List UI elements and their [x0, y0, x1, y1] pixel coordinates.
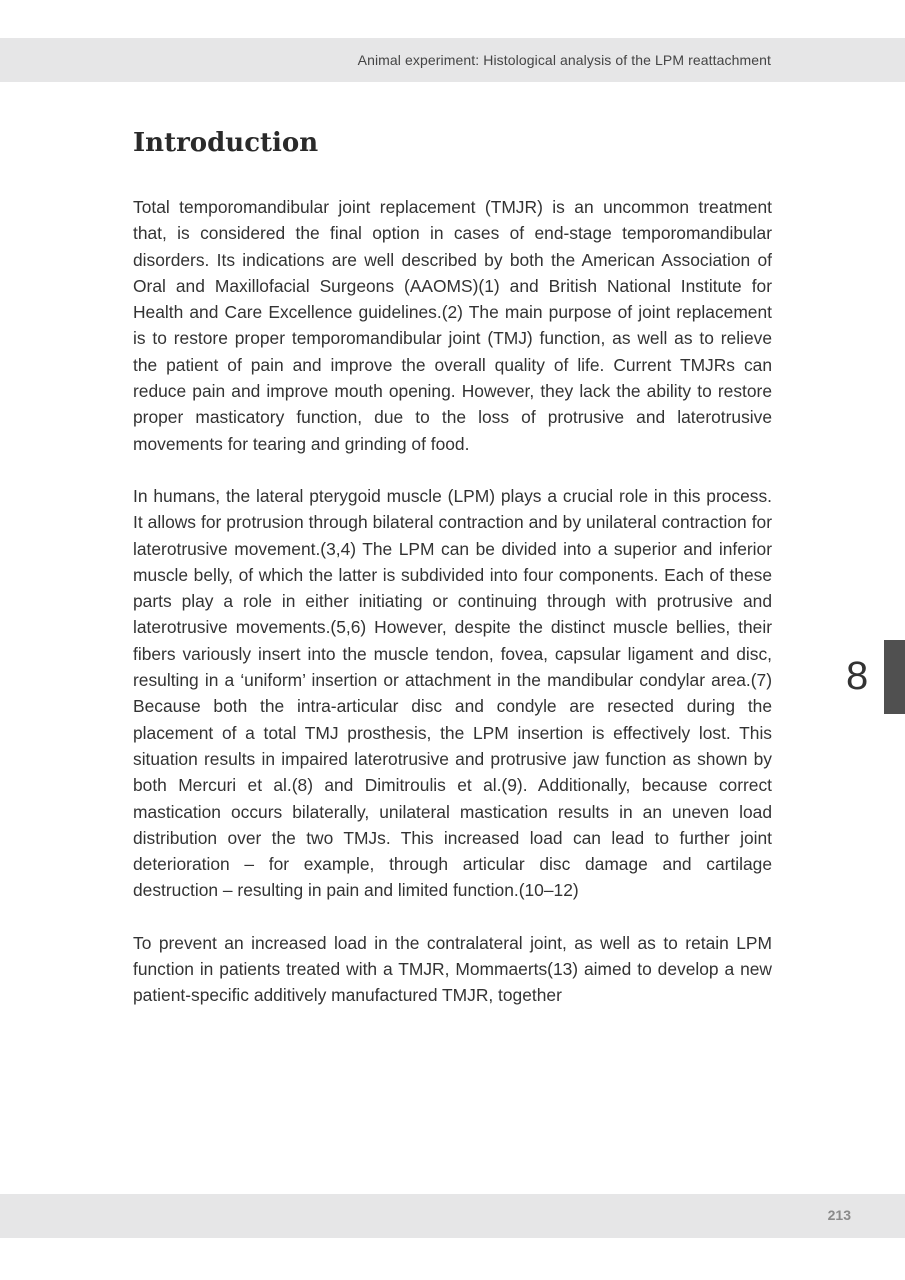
running-footer	[0, 1194, 905, 1238]
page-number: 213	[827, 1207, 851, 1223]
body-paragraph: In humans, the lateral pterygoid muscle (LPM) plays a crucial role in this process. It allows for protrusion through bilateral contraction and by unilateral contraction for laterotrusive movement.(3,4) The LPM can be divided into a superior and inferior muscle belly, of which the latter is subdivided into four components. Each of these parts play a role in either initiating or continuing through with protrusive and laterotrusive movements.(5,6) However, despite the distinct muscle bellies, their fibers variously insert into the muscle tendon, fovea, capsular ligament and disc, resulting in a ‘uniform’ insertion or attachment in the mandibular condylar area.(7) Because both the intra-articular disc and condyle are resected during the placement of a total TMJ prosthesis, the LPM insertion is effectively lost. This situation results in impaired laterotrusive and protrusive jaw function as shown by both Mercuri et al.(8) and Dimitroulis et al.(9). Additionally, because correct mastication occurs bilaterally, unilateral mastication results in an uneven load distribution over the two TMJs. This increased load can lead to further joint deterioration – for example, through articular disc damage and cartilage destruction – resulting in pain and limited function.(10–12)	[133, 485, 772, 901]
body-paragraph: Total temporomandibular joint replacement (TMJR) is an uncommon treatment that, is considered the final option in cases of end-stage temporomandibular disorders. Its indications are well described by both the American Association of Oral and Maxillofacial Surgeons (AAOMS)(1) and British National Institute for Health and Care Excellence guidelines.(2) The main purpose of joint replacement is to restore proper temporomandibular joint (TMJ) function, as well as to relieve the patient of pain and improve the overall quality of life. Current TMJRs can reduce pain and improve mouth opening. However, they lack the ability to restore proper masticatory function, due to the loss of protrusive and laterotrusive movements for tearing and grinding of food.	[133, 197, 772, 454]
chapter-tab-marker	[884, 640, 905, 714]
section-heading: Introduction	[133, 128, 319, 158]
page-content	[133, 125, 772, 1035]
body-paragraph: To prevent an increased load in the contralateral joint, as well as to retain LPM function in patients treated with a TMJR, Mommaerts(13) aimed to develop a new patient-specific additively manufactured TMJR, together	[133, 932, 772, 1006]
running-header	[0, 38, 905, 82]
chapter-number: 8	[846, 654, 869, 698]
running-title: Animal experiment: Histological analysis of the LPM reattachment	[357, 52, 771, 68]
